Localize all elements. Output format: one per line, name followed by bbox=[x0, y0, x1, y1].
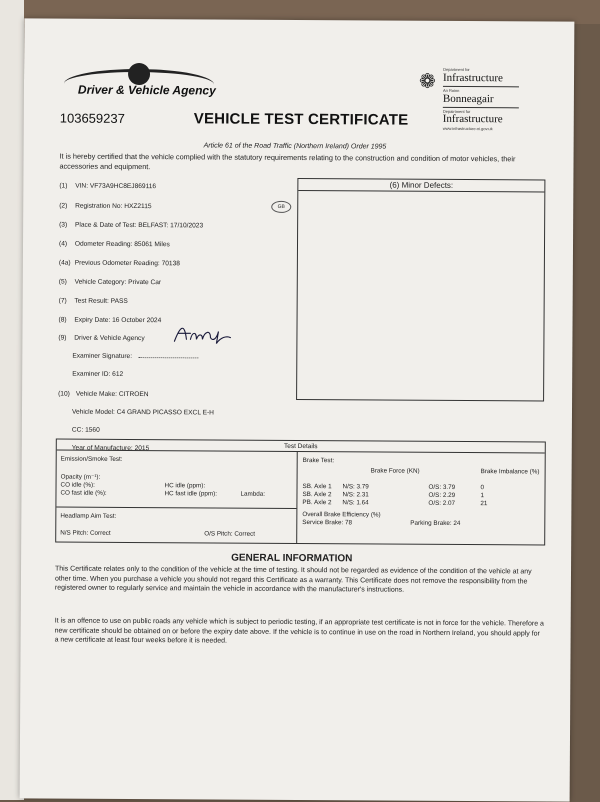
service-brake: Service Brake: 78 bbox=[302, 519, 353, 527]
item-examiner-signature bbox=[72, 353, 198, 361]
item-value: CITROEN bbox=[118, 390, 149, 399]
axle-name: SB. Axle 2 bbox=[302, 491, 332, 499]
item-label: Vehicle Make: bbox=[75, 390, 118, 398]
item-previous-odometer: (4a) Previous Odometer Reading: 70138 bbox=[58, 259, 180, 268]
certificate-number: 103659237 bbox=[59, 110, 125, 126]
axle-os: O/S: 2.07 bbox=[428, 499, 456, 507]
item-label: Examiner ID: bbox=[72, 370, 111, 378]
general-information-paragraph-1: This Certificate relates only to the condition of the vehicle at the time of testing. It should not be regarded as evidence of the condition of the vehicle at any other time. When you purchase a vehicle you should not regard this Certificate as a warranty. This Certificate does not remove the responsibility from the registered owner to regularly service and maintain the vehicle in accordance with the manufacturer's instructions. bbox=[54, 565, 532, 594]
vehicle-test-certificate bbox=[20, 18, 575, 801]
item-value: HXZ2115 bbox=[124, 202, 152, 211]
test-details-title: Test Details bbox=[57, 440, 545, 454]
item-label: Registration No: bbox=[75, 202, 123, 210]
os-pitch: O/S Pitch: Correct bbox=[204, 530, 256, 538]
brake-imbalance-header: Brake Imbalance (%) bbox=[480, 468, 540, 476]
co-fast-idle-label: CO fast idle (%): bbox=[60, 489, 107, 497]
brake-title: Brake Test: bbox=[302, 457, 335, 465]
doi-big-1: Infrastructure bbox=[442, 71, 503, 85]
item-odometer: (4) Odometer Reading: 85061 Miles bbox=[58, 240, 170, 249]
item-examiner-id bbox=[72, 371, 123, 378]
item-label: VIN: bbox=[75, 182, 89, 190]
axle-imbalance: 0 bbox=[480, 484, 485, 492]
dva-logo-text: Driver & Vehicle Agency bbox=[77, 82, 216, 98]
item-test-result: (7) Test Result: PASS bbox=[58, 297, 128, 305]
item-value: 2015 bbox=[134, 445, 150, 453]
item-place-date: (3) Place & Date of Test: BELFAST: 17/10/2023 bbox=[59, 221, 204, 230]
dva-logo bbox=[64, 63, 224, 106]
brake-efficiency-title: Overall Brake Efficiency (%) bbox=[302, 511, 381, 519]
axle-os: O/S: 3.79 bbox=[428, 483, 456, 491]
item-value: 70138 bbox=[161, 260, 180, 268]
item-cc bbox=[72, 427, 100, 434]
parking-brake: Parking Brake: 24 bbox=[410, 519, 461, 527]
hc-fast-idle-label: HC fast idle (ppm): bbox=[164, 490, 218, 498]
item-value: 1560 bbox=[85, 426, 100, 434]
doi-logo bbox=[419, 65, 529, 136]
ns-pitch: N/S Pitch: Correct bbox=[60, 529, 111, 537]
axle-imbalance: 1 bbox=[480, 492, 485, 500]
axle-ns: N/S: 1.64 bbox=[342, 499, 369, 507]
item-label: Year of Manufacture: bbox=[71, 444, 133, 452]
doi-small-2: An Roinn bbox=[442, 87, 460, 93]
general-information-title: GENERAL INFORMATION bbox=[231, 552, 353, 565]
gb-badge: GB bbox=[271, 201, 291, 213]
opacity-label: Opacity (m⁻¹): bbox=[60, 473, 101, 481]
general-information-paragraph-2: It is an offence to use on public roads any vehicle which is subject to periodic testing, if an appropriate test certificate is not in force for the vehicle. Therefore a new certificate should be obtained on or before the expiry date above. If the vehicle is to continue in use on the road in Northern Ireland, you should apply for a new certificate at least four weeks before it is needed. bbox=[54, 617, 544, 645]
item-agency: (9) Driver & Vehicle Agency bbox=[58, 334, 145, 343]
axle-ns: N/S: 2.31 bbox=[342, 491, 369, 499]
test-details-divider bbox=[56, 507, 296, 509]
flax-flower-icon: ❁ bbox=[418, 70, 436, 93]
item-label: Vehicle Model: bbox=[71, 408, 115, 416]
axle-name: PB. Axle 2 bbox=[302, 499, 332, 507]
item-value: C4 GRAND PICASSO EXCL E-H bbox=[116, 408, 214, 417]
item-value: PASS bbox=[110, 297, 128, 305]
item-vehicle-category: (5) Vehicle Category: Private Car bbox=[58, 278, 162, 287]
doi-small-3: Depairtment fur bbox=[442, 108, 471, 115]
axle-ns: N/S: 3.79 bbox=[342, 483, 369, 491]
item-label: Expiry Date: bbox=[74, 316, 111, 324]
headlamp-title: Headlamp Aim Test: bbox=[60, 512, 117, 520]
item-expiry-date: (8) Expiry Date: 16 October 2024 bbox=[58, 316, 162, 325]
item-vehicle-model bbox=[72, 409, 214, 417]
co-idle-label: CO idle (%): bbox=[60, 481, 95, 489]
doi-big-2: Bonneagair bbox=[442, 92, 494, 106]
test-details-table bbox=[55, 439, 546, 546]
hc-idle-label: HC idle (ppm): bbox=[164, 482, 206, 490]
brake-force-header: Brake Force (KN) bbox=[370, 467, 420, 475]
item-label: Place & Date of Test: bbox=[74, 221, 137, 230]
article-reference: Article 61 of the Road Traffic (Northern Ireland) Order 1995 bbox=[203, 142, 387, 151]
item-value: 85061 Miles bbox=[134, 241, 170, 249]
item-label: Test Result: bbox=[74, 297, 109, 305]
item-label: Driver & Vehicle Agency bbox=[74, 334, 145, 343]
minor-defects-box bbox=[296, 178, 545, 402]
item-label: Vehicle Category: bbox=[74, 278, 127, 286]
item-registration: (2) Registration No: HXZ2115 bbox=[59, 202, 152, 211]
certification-statement: It is hereby certified that the vehicle complied with the statutory requirements relating to the construction and condition of motor vehicles, their accessories and equipment. bbox=[59, 151, 516, 171]
item-value: 16 October 2024 bbox=[112, 316, 162, 325]
dva-head-icon bbox=[128, 63, 150, 85]
examiner-signature-image bbox=[170, 321, 234, 345]
axle-name: SB. Axle 1 bbox=[302, 483, 332, 491]
certificate-title: VEHICLE TEST CERTIFICATE bbox=[193, 110, 409, 129]
signature-line bbox=[138, 357, 198, 358]
lambda-label: Lambda: bbox=[240, 490, 266, 498]
item-label: Previous Odometer Reading: bbox=[74, 259, 160, 268]
item-label: CC: bbox=[71, 426, 84, 434]
item-value: 612 bbox=[112, 370, 124, 378]
test-details-divider bbox=[296, 452, 298, 544]
item-value: Private Car bbox=[128, 278, 162, 287]
doi-small-1: Department for bbox=[443, 66, 470, 73]
axle-imbalance: 21 bbox=[480, 500, 488, 508]
item-label: Examiner Signature: bbox=[72, 352, 133, 360]
emission-title: Emission/Smoke Test: bbox=[60, 455, 123, 463]
doi-website: www.infrastructure-ni.gov.uk bbox=[442, 125, 493, 132]
item-value: VF73A9HC8EJ869116 bbox=[89, 182, 157, 191]
item-label: Odometer Reading: bbox=[74, 240, 133, 248]
minor-defects-title: (6) Minor Defects: bbox=[298, 179, 544, 193]
item-vin: (1) VIN: VF73A9HC8EJ869116 bbox=[59, 182, 157, 191]
item-vehicle-make: (10) Vehicle Make: CITROEN bbox=[58, 390, 149, 399]
doi-big-3: Infrastructure bbox=[442, 112, 503, 126]
item-value: BELFAST: 17/10/2023 bbox=[138, 222, 204, 230]
axle-os: O/S: 2.29 bbox=[428, 491, 456, 499]
